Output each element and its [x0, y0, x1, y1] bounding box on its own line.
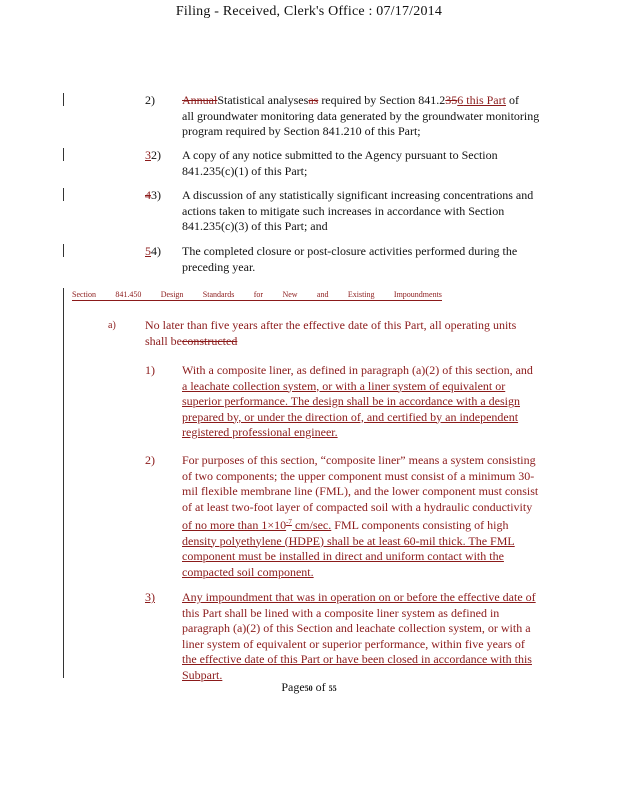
sub-1-number: 1) [145, 363, 155, 377]
item-number: 2) [145, 93, 155, 107]
section-heading: Section 841.450 Design Standards for New and Existing Impoundments [72, 290, 442, 299]
filing-header: Filing - Received, Clerk's Office : 07/17/2014 [175, 4, 443, 19]
item-3-text: A copy of any notice submitted to the Agency pursuant to Section 841.235(c)(1) of this Part; [182, 148, 498, 178]
change-bar [63, 188, 64, 201]
item-number: 54) [145, 244, 161, 258]
sub-3-text: Any impoundment that was in operation on or before the effective date of this Part shall be lined with a composite liner system as defined in paragraph (a)(2) of this Section and leachate collection system, or with a liner system of equivalent or superior performance, within five years of the effective date of this Part or have been closed in accordance with this Subpart. [182, 590, 536, 682]
change-bar-long [63, 288, 64, 678]
item-2-text: AnnualStatistical analysesas required by Section 841.2356 this Part of all groundwater monitoring data generated by the groundwater monitoring program required by Section 841.210 of this Part; [182, 93, 540, 138]
change-bar [63, 93, 64, 106]
sub-2-number: 2) [145, 453, 155, 467]
sub-2-text: For purposes of this section, “composite liner” means a system consisting of two components; the upper component must consist of a minimum 30- mil flexible membrane line (FML), and the lower component must consist of at least two-foot layer of compacted soil with a hydraulic conductivity of no more than $1\times 10^{-7}$ cm/sec. FML components consisting of high density polyethylene (HDPE) shall be at least 60-mil thick. The FML component must be installed in direct and uniform contact with the compacted soil component. [182, 453, 539, 579]
sub-3-number: 3) [145, 590, 155, 604]
sub-1-text: With a composite liner, as defined in paragraph (a)(2) of this section, and a leachate collection system, or with a liner system of equivalent or superior performance. The design shall be in accordance with a design prepared by, or under the direction of, and certified by an independent registered professional engineer. [182, 363, 533, 439]
item-a-label: a) [108, 320, 116, 331]
item-number: 32) [145, 148, 161, 162]
change-bar [63, 148, 64, 161]
change-bar [63, 244, 64, 257]
item-number: 43) [145, 188, 161, 202]
item-5-text: The completed closure or post-closure activities performed during the preceding year. [182, 244, 518, 274]
item-a-text: No later than five years after the effective date of this Part, all operating units shall beconstructed [145, 318, 517, 348]
item-4-text: A discussion of any statistically significant increasing concentrations and actions taken to mitigate such increases in accordance with Section 841.235(c)(3) of this Part; and [182, 188, 534, 233]
page-footer: Page50 of 55 [281, 680, 337, 694]
